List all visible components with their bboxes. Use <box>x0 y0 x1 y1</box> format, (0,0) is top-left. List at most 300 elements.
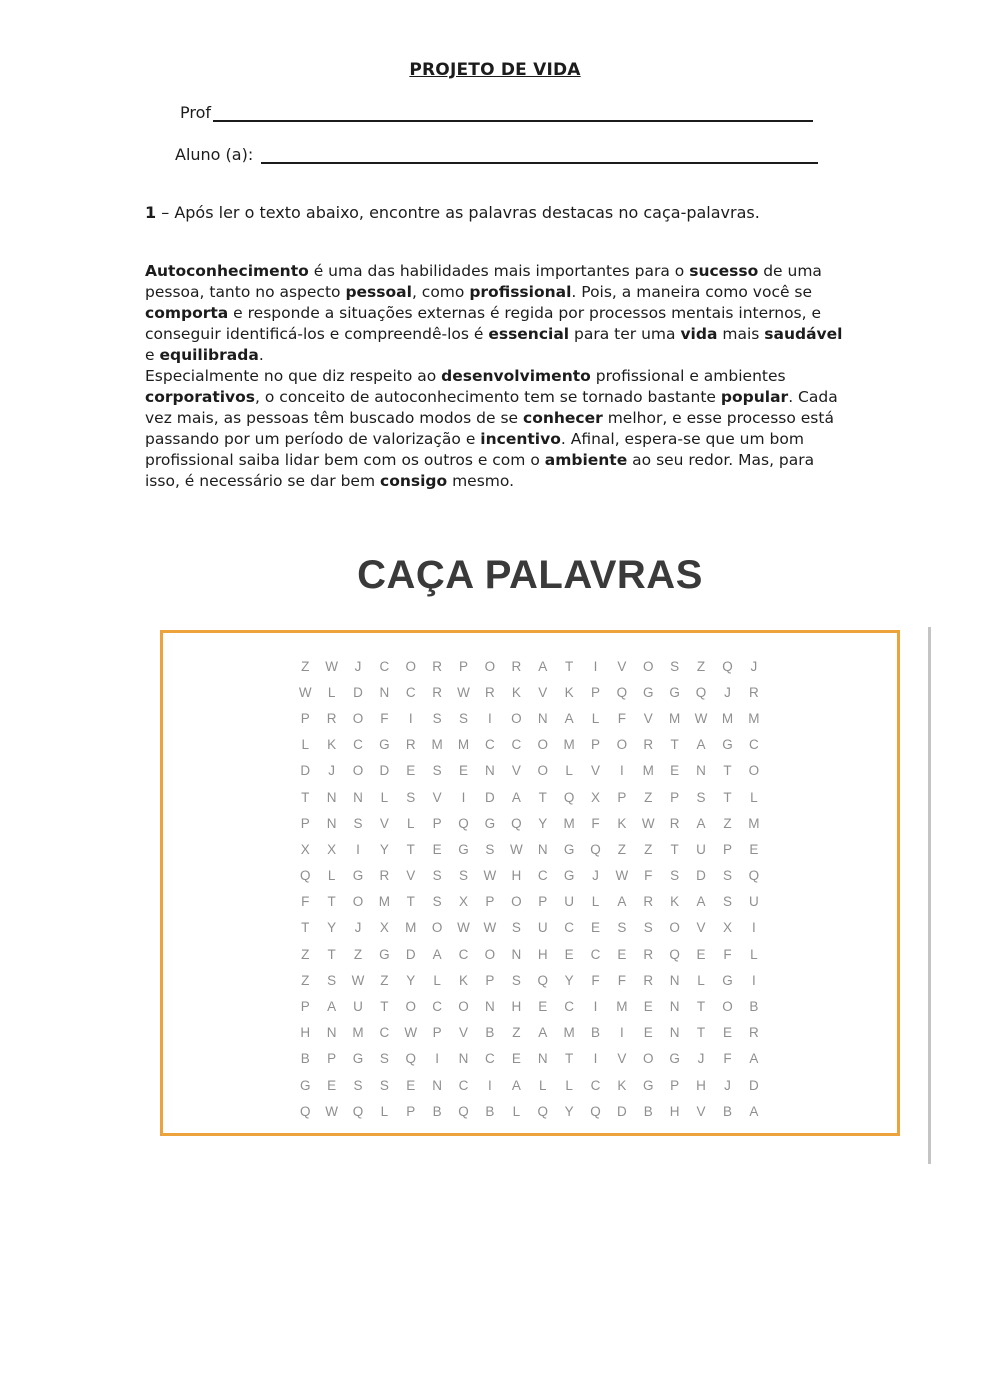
article-segment: . Cada vez mais, as pessoas têm buscado modos de se <box>145 388 838 427</box>
grid-letter: C <box>537 868 548 884</box>
grid-letter: Z <box>353 946 363 962</box>
grid-letter: K <box>459 972 469 988</box>
article-segment: . Afinal, espera-se que um bom profissional saiba lidar bem com os outros e com o <box>145 430 804 469</box>
grid-letter: L <box>591 710 600 726</box>
grid-letter: C <box>485 1051 495 1067</box>
grid-letter: I <box>461 789 466 805</box>
grid-letter: L <box>380 1103 389 1119</box>
question-number: 1 <box>145 203 157 222</box>
article-text <box>145 261 853 492</box>
grid-letter: F <box>380 710 389 726</box>
article-segment: de uma pessoa, tanto no aspecto <box>145 262 822 301</box>
grid-letter: S <box>459 868 469 884</box>
grid-letter: K <box>670 894 680 910</box>
article-highlight-word: ambiente <box>544 451 628 469</box>
grid-letter: M <box>431 737 443 753</box>
grid-letter: Y <box>379 841 389 857</box>
grid-letter: P <box>300 999 310 1015</box>
grid-letter: A <box>696 737 706 753</box>
grid-letter: E <box>406 1077 416 1093</box>
article-highlight-word: popular <box>720 388 789 406</box>
grid-letter: S <box>643 920 653 936</box>
grid-letter: V <box>617 658 627 674</box>
grid-letter: W <box>694 710 708 726</box>
grid-letter: L <box>591 894 600 910</box>
grid-letter: G <box>458 841 469 857</box>
grid-letter: Q <box>537 1103 548 1119</box>
grid-letter: C <box>748 737 759 753</box>
grid-letter: V <box>406 868 416 884</box>
grid-letter: C <box>432 999 443 1015</box>
grid-letter: O <box>643 1051 654 1067</box>
article-highlight-word: pessoal <box>345 283 412 301</box>
grid-letter: Q <box>695 684 707 700</box>
grid-letter: E <box>643 1025 653 1041</box>
grid-letter: G <box>563 868 575 884</box>
grid-letter: Q <box>616 684 628 700</box>
grid-letter: T <box>696 999 706 1015</box>
grid-letter: R <box>748 1025 759 1041</box>
grid-letter: M <box>616 999 628 1015</box>
grid-letter: A <box>511 789 521 805</box>
grid-letter: R <box>432 684 443 700</box>
grid-letter: Y <box>564 972 574 988</box>
grid-letter: P <box>722 841 732 857</box>
grid-letter: G <box>643 1077 654 1093</box>
grid-letter: A <box>538 1025 548 1041</box>
grid-letter: H <box>511 999 522 1015</box>
grid-letter: L <box>565 1077 573 1093</box>
grid-letter: Y <box>406 972 416 988</box>
grid-letter: W <box>615 868 629 884</box>
grid-letter: Q <box>563 789 575 805</box>
grid-letter: G <box>669 684 680 700</box>
grid-letter: C <box>564 920 574 936</box>
grid-letter: N <box>669 972 680 988</box>
grid-letter: P <box>327 1051 337 1067</box>
grid-letter: C <box>405 684 416 700</box>
grid-letter: Z <box>644 789 653 805</box>
prof-field <box>180 102 813 122</box>
grid-letter: D <box>748 1077 759 1093</box>
grid-letter: M <box>721 710 734 726</box>
grid-letter: D <box>379 763 390 779</box>
grid-letter: A <box>432 946 442 962</box>
grid-letter: R <box>643 737 654 753</box>
grid-letter: M <box>748 710 760 726</box>
grid-letter: D <box>405 946 416 962</box>
grid-letter: R <box>643 972 654 988</box>
grid-letter: E <box>538 999 548 1015</box>
grid-letter: O <box>669 920 680 936</box>
grid-letter: J <box>750 658 758 674</box>
grid-letter: P <box>459 658 469 674</box>
grid-letter: C <box>485 737 495 753</box>
article-segment: mais <box>717 325 765 343</box>
grid-letter: Z <box>301 946 310 962</box>
grid-letter: M <box>748 815 760 831</box>
grid-letter: V <box>379 815 389 831</box>
grid-letter: U <box>353 999 363 1015</box>
grid-letter: L <box>512 1103 521 1119</box>
grid-letter: Z <box>512 1025 521 1041</box>
grid-letter: N <box>458 1051 469 1067</box>
grid-letter: L <box>327 684 336 700</box>
grid-letter: O <box>458 999 469 1015</box>
grid-letter: Q <box>537 972 548 988</box>
grid-letter: P <box>406 1103 416 1119</box>
grid-letter: X <box>300 841 310 857</box>
grid-letter: D <box>696 868 706 884</box>
grid-letter: U <box>696 841 706 857</box>
grid-letter: M <box>563 737 575 753</box>
grid-letter: E <box>564 946 574 962</box>
grid-letter: I <box>488 1077 492 1093</box>
article-highlight-word: saudável <box>764 325 843 343</box>
grid-letter: N <box>537 841 548 857</box>
grid-letter: V <box>643 710 653 726</box>
grid-letter: Z <box>301 658 310 674</box>
aluno-field <box>175 144 818 164</box>
grid-letter: R <box>326 710 337 726</box>
grid-letter: J <box>592 868 599 884</box>
article-highlight-word: consigo <box>380 472 448 490</box>
grid-letter: R <box>669 815 680 831</box>
grid-letter: X <box>379 920 389 936</box>
grid-letter: W <box>457 684 470 700</box>
grid-letter: N <box>669 1025 680 1041</box>
grid-letter: V <box>538 684 548 700</box>
grid-letter: G <box>563 841 575 857</box>
grid-letter: O <box>537 737 548 753</box>
grid-letter: P <box>590 737 600 753</box>
grid-letter: E <box>670 763 680 779</box>
article-segment: e <box>145 346 160 364</box>
grid-letter: F <box>617 710 626 726</box>
grid-letter: G <box>669 1051 680 1067</box>
grid-letter: X <box>327 841 337 857</box>
grid-letter: O <box>352 710 364 726</box>
grid-letter: C <box>379 1025 390 1041</box>
grid-letter: O <box>405 999 417 1015</box>
grid-letter: Q <box>458 1103 469 1119</box>
grid-letter: D <box>353 684 363 700</box>
grid-letter: C <box>458 1077 469 1093</box>
grid-letter: S <box>459 710 469 726</box>
grid-letter: H <box>511 868 522 884</box>
grid-letter: G <box>722 737 733 753</box>
grid-letter: K <box>617 815 627 831</box>
grid-letter: J <box>724 1077 731 1093</box>
grid-letter: K <box>617 1077 627 1093</box>
grid-letter: K <box>327 737 337 753</box>
grid-letter: S <box>670 868 680 884</box>
grid-letter: T <box>301 789 310 805</box>
grid-letter: S <box>432 868 442 884</box>
grid-letter: Y <box>564 1103 574 1119</box>
grid-letter: Q <box>511 815 522 831</box>
grid-letter: P <box>432 815 442 831</box>
grid-letter: W <box>509 841 523 857</box>
grid-letter: F <box>301 894 310 910</box>
grid-letter: X <box>722 920 732 936</box>
grid-letter: W <box>483 920 497 936</box>
grid-letter: W <box>641 815 655 831</box>
grid-letter: C <box>379 658 390 674</box>
grid-letter: Z <box>617 841 626 857</box>
grid-letter: J <box>328 763 335 779</box>
question-text: – Após ler o texto abaixo, encontre as palavras destacas no caça-palavras. <box>161 203 760 222</box>
grid-letter: J <box>724 684 731 700</box>
grid-letter: D <box>485 789 495 805</box>
grid-letter: O <box>484 946 496 962</box>
grid-letter: S <box>485 841 495 857</box>
wordsearch-grid <box>292 653 768 1124</box>
grid-letter: N <box>326 789 337 805</box>
grid-letter: N <box>432 1077 443 1093</box>
grid-letter: A <box>538 658 548 674</box>
grid-letter: S <box>670 658 680 674</box>
grid-letter: P <box>300 710 310 726</box>
grid-letter: A <box>617 894 627 910</box>
grid-letter: T <box>696 1025 706 1041</box>
grid-letter: T <box>406 894 415 910</box>
grid-letter: S <box>379 1051 389 1067</box>
grid-letter: E <box>406 763 416 779</box>
grid-letter: L <box>697 972 705 988</box>
grid-letter: O <box>352 763 364 779</box>
question <box>145 203 760 222</box>
article-highlight-word: desenvolvimento <box>441 367 591 385</box>
grid-letter: V <box>459 1025 469 1041</box>
article-segment: profissional e ambientes <box>590 367 786 385</box>
grid-letter: L <box>538 1077 547 1093</box>
grid-letter: N <box>326 815 337 831</box>
grid-letter: S <box>432 763 442 779</box>
grid-letter: W <box>457 920 470 936</box>
grid-letter: O <box>431 920 443 936</box>
grid-letter: N <box>353 789 363 805</box>
grid-letter: O <box>537 763 548 779</box>
grid-letter: G <box>484 815 496 831</box>
grid-letter: V <box>696 1103 706 1119</box>
grid-letter: F <box>591 815 600 831</box>
article-highlight-word: profissional <box>469 283 572 301</box>
grid-letter: W <box>404 1025 418 1041</box>
grid-letter: I <box>620 1025 624 1041</box>
grid-letter: Q <box>458 815 469 831</box>
prof-blank-line <box>213 102 813 122</box>
article-segment: e responde a situações externas é regida por processos mentais internos, e conseguir identificá-los e compreendê-los é <box>145 304 822 343</box>
grid-letter: E <box>749 841 759 857</box>
aluno-label: Aluno (a): <box>175 145 254 164</box>
grid-letter: K <box>564 684 574 700</box>
grid-letter: N <box>326 1025 337 1041</box>
grid-letter: P <box>670 1077 680 1093</box>
grid-letter: O <box>484 658 496 674</box>
grid-letter: X <box>459 894 469 910</box>
grid-letter: N <box>696 763 706 779</box>
grid-letter: V <box>511 763 521 779</box>
grid-letter: T <box>538 789 547 805</box>
grid-letter: S <box>511 972 521 988</box>
grid-letter: S <box>617 920 627 936</box>
grid-letter: I <box>593 1051 598 1067</box>
grid-letter: S <box>327 972 337 988</box>
grid-letter: B <box>300 1051 310 1067</box>
article-highlight-word: conhecer <box>523 409 603 427</box>
grid-letter: T <box>670 737 679 753</box>
grid-letter: O <box>643 658 654 674</box>
grid-letter: T <box>723 763 732 779</box>
grid-letter: M <box>642 763 654 779</box>
grid-letter: S <box>379 1077 389 1093</box>
grid-letter: I <box>593 999 598 1015</box>
grid-letter: R <box>643 894 654 910</box>
grid-letter: R <box>485 684 495 700</box>
grid-letter: Q <box>722 658 733 674</box>
grid-letter: R <box>405 737 416 753</box>
grid-letter: S <box>432 894 442 910</box>
grid-letter: L <box>750 946 758 962</box>
grid-letter: I <box>435 1051 440 1067</box>
grid-letter: L <box>327 868 336 884</box>
grid-letter: T <box>380 999 389 1015</box>
grid-letter: M <box>669 710 681 726</box>
grid-letter: V <box>696 920 706 936</box>
article-highlight-word: Autoconhecimento <box>145 262 309 280</box>
grid-letter: O <box>405 658 417 674</box>
grid-letter: Z <box>301 972 310 988</box>
grid-letter: J <box>354 658 362 674</box>
article-highlight-word: incentivo <box>480 430 561 448</box>
grid-letter: F <box>644 868 653 884</box>
grid-letter: T <box>564 658 574 674</box>
grid-letter: W <box>483 868 497 884</box>
grid-letter: Q <box>299 1103 311 1119</box>
grid-letter: G <box>299 1077 311 1093</box>
grid-letter: X <box>590 789 600 805</box>
grid-letter: T <box>406 841 415 857</box>
grid-letter: E <box>327 1077 337 1093</box>
grid-letter: Q <box>405 1051 417 1067</box>
grid-letter: S <box>511 920 521 936</box>
grid-letter: G <box>722 972 733 988</box>
grid-letter: T <box>564 1051 574 1067</box>
grid-letter: O <box>748 763 760 779</box>
grid-letter: E <box>459 763 469 779</box>
grid-letter: E <box>617 946 627 962</box>
grid-letter: A <box>511 1077 521 1093</box>
grid-letter: O <box>722 999 733 1015</box>
grid-letter: T <box>301 920 310 936</box>
grid-letter: R <box>379 868 390 884</box>
article-segment: Especialmente no que diz respeito ao <box>145 367 442 385</box>
grid-letter: J <box>354 920 362 936</box>
grid-letter: M <box>405 920 417 936</box>
grid-letter: R <box>643 946 654 962</box>
grid-letter: L <box>750 789 758 805</box>
grid-letter: B <box>722 1103 732 1119</box>
grid-letter: M <box>378 894 390 910</box>
grid-letter: Q <box>748 868 760 884</box>
grid-letter: N <box>511 946 522 962</box>
grid-letter: P <box>670 789 680 805</box>
grid-letter: E <box>696 946 706 962</box>
grid-letter: U <box>537 920 548 936</box>
grid-letter: V <box>432 789 442 805</box>
grid-letter: I <box>620 763 624 779</box>
grid-letter: N <box>379 684 390 700</box>
grid-letter: B <box>749 999 759 1015</box>
grid-letter: G <box>352 868 364 884</box>
grid-letter: T <box>327 894 336 910</box>
grid-letter: Z <box>696 658 706 674</box>
wordsearch-title: CAÇA PALAVRAS <box>357 553 703 597</box>
grid-letter: R <box>511 658 522 674</box>
article-segment: mesmo. <box>447 472 515 490</box>
grid-letter: Z <box>380 972 389 988</box>
grid-letter: P <box>590 684 600 700</box>
grid-letter: A <box>564 710 574 726</box>
grid-letter: E <box>511 1051 521 1067</box>
grid-letter: D <box>617 1103 627 1119</box>
grid-letter: P <box>538 894 548 910</box>
article-segment: é uma das habilidades mais importantes para o <box>308 262 690 280</box>
article-highlight-word: essencial <box>488 325 570 343</box>
grid-letter: R <box>432 658 443 674</box>
article-segment: , o conceito de autoconhecimento tem se tornado bastante <box>255 388 721 406</box>
grid-letter: B <box>485 1103 495 1119</box>
grid-letter: P <box>485 972 495 988</box>
grid-letter: G <box>379 946 390 962</box>
grid-letter: C <box>590 1077 601 1093</box>
grid-letter: W <box>351 972 365 988</box>
grid-letter: B <box>643 1103 653 1119</box>
article-highlight-word: sucesso <box>689 262 759 280</box>
grid-letter: I <box>751 972 756 988</box>
grid-letter: O <box>352 894 364 910</box>
grid-letter: T <box>670 841 679 857</box>
grid-letter: I <box>751 920 756 936</box>
grid-letter: C <box>590 946 601 962</box>
grid-letter: R <box>748 684 759 700</box>
article-segment: para ter uma <box>569 325 681 343</box>
grid-letter: F <box>723 946 732 962</box>
article-highlight-word: comporta <box>145 304 229 322</box>
aluno-blank-line <box>261 144 818 164</box>
grid-letter: Q <box>590 841 601 857</box>
grid-letter: V <box>617 1051 627 1067</box>
grid-letter: N <box>485 763 495 779</box>
grid-letter: E <box>590 920 600 936</box>
grid-letter: J <box>697 1051 705 1067</box>
grid-letter: H <box>300 1025 311 1041</box>
grid-letter: N <box>537 710 548 726</box>
grid-letter: L <box>380 789 389 805</box>
grid-letter: C <box>458 946 469 962</box>
grid-letter: S <box>696 789 706 805</box>
grid-letter: B <box>590 1025 600 1041</box>
grid-letter: L <box>407 815 415 831</box>
grid-letter: W <box>325 1103 338 1119</box>
grid-letter: W <box>325 658 338 674</box>
article-segment: ao seu redor. Mas, para isso, é necessário se dar bem <box>145 451 815 490</box>
article-highlight-word: corporativos <box>145 388 256 406</box>
grid-letter: C <box>511 737 522 753</box>
grid-letter: P <box>300 815 310 831</box>
grid-letter: L <box>433 972 441 988</box>
